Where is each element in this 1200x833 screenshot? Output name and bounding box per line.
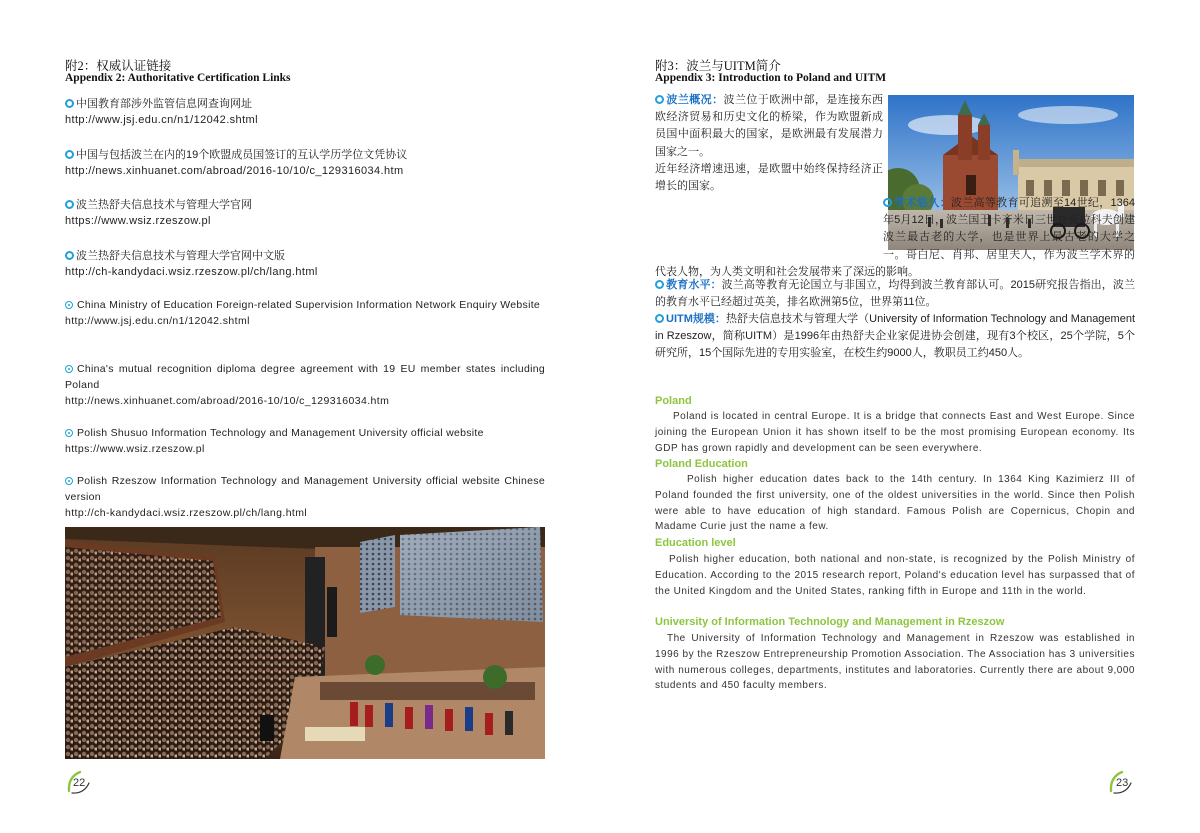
link-label: 波兰热舒夫信息技术与管理大学官网中文版 <box>76 250 285 262</box>
circle-bullet-icon <box>65 251 74 260</box>
appendix3-title-en: Appendix 3: Introduction to Poland and UITM <box>655 72 887 84</box>
link-url[interactable]: http://ch-kandydaci.wsiz.rzeszow.pl/ch/lang.html <box>65 507 308 519</box>
en-section-body-poland: Poland is located in central Europe. It is a bridge that connects East and West Europe. Since joining the European Union it has shown itself to be the most promising European economy. Its GDP has grown rapidly and development can be seen everywhere. <box>655 411 1135 454</box>
circle-bullet-icon <box>65 200 74 209</box>
section-keyword: UITM规模： <box>666 313 726 325</box>
en-section-title-education-level: Education level <box>655 537 736 549</box>
en-section-title-poland: Poland <box>655 395 692 407</box>
link-url[interactable]: http://ch-kandydaci.wsiz.rzeszow.pl/ch/lang.html <box>65 266 318 278</box>
en-section-body-education-level: Polish higher education, both national and non-state, is recognized by the Polish Ministry of Education. According to the 2015 research report, Poland's education level has surpassed that of the United Kingdom and the United States, ranking fifth in Europe and 11th in the world. <box>655 554 1135 597</box>
appendix2-title-en: Appendix 2: Authoritative Certification Links <box>65 72 291 84</box>
section-keyword: 波兰概况： <box>666 94 724 106</box>
cn-section-poland-overview <box>655 92 883 161</box>
link-label: Polish Shusuo Information Technology and Management University official website <box>77 427 484 439</box>
link-item-cn-3 <box>65 197 545 229</box>
link-label: 中国教育部涉外监管信息网查询网址 <box>76 98 252 110</box>
auditorium-ceremony-photo <box>65 527 545 759</box>
link-url[interactable]: https://www.wsiz.rzeszow.pl <box>65 443 205 455</box>
section-text: 波兰高等教育无论国立与非国立，均得到波兰教育部认可。2015研究报告指出，波兰的教育水平已经超过英美，排名欧洲第5位，世界第11位。 <box>655 279 1136 309</box>
circle-bullet-icon <box>655 95 664 104</box>
cn-section-education-level <box>655 277 1135 311</box>
link-item-en-1 <box>65 297 545 329</box>
link-label: Polish Rzeszow Information Technology and Management University official website Chinese version <box>65 475 545 503</box>
circle-bullet-icon <box>65 477 73 485</box>
page-number: 23 <box>1116 777 1129 789</box>
circle-bullet-icon <box>65 301 73 309</box>
en-section-body-poland-education: Polish higher education dates back to the 14th century. In 1364 King Kazimierz III of Poland founded the first university, one of the oldest universities in the world. Since then Polish were able to have education of high standard. Famous Polish are Copernicus, Chopin and Madame Curie just the name a few. <box>655 474 1135 533</box>
en-section-title-poland-education: Poland Education <box>655 458 748 470</box>
link-item-cn-1 <box>65 96 545 128</box>
circle-bullet-icon <box>655 280 664 289</box>
appendix2-title-cn: 附2：权威认证链接 <box>65 59 172 73</box>
link-label: China's mutual recognition diploma degree agreement with 19 EU member states including Poland <box>65 363 545 391</box>
circle-bullet-icon <box>655 314 664 323</box>
section-text: 波兰位于欧洲中部，是连接东西欧经济贸易和历史文化的桥梁，作为欧盟新成员国中面积最大的国家，是欧洲最有发展潜力国家之一。 <box>655 94 884 158</box>
link-item-cn-2 <box>65 147 545 179</box>
circle-bullet-icon <box>65 150 74 159</box>
en-section-title-uitm: University of Information Technology and Management in Rzeszow <box>655 616 1005 628</box>
circle-bullet-icon <box>65 99 74 108</box>
link-url[interactable]: http://news.xinhuanet.com/abroad/2016-10/10/c_129316034.htm <box>65 395 390 407</box>
section-text: 近年经济增速迅速，是欧盟中始终保持经济正增长的国家。 <box>655 163 883 193</box>
cn-section-academic-history <box>655 195 1135 281</box>
page-number: 22 <box>73 777 86 789</box>
section-keyword: 教育水平： <box>666 279 722 291</box>
section-text: 波兰高等教育可追溯至14世纪，1364年5月12日，波兰国王卡齐米日三世在克拉科夫创建波兰最古老的大学，也是世界上最古老的大学之一。哥白尼、肖邦、居里夫人，作为波兰学术界的代表人物，为人类文明和社会发展带来了深远的影响。 <box>655 197 1135 278</box>
section-keyword: 学术悠久： <box>894 197 951 209</box>
section-text: 热舒夫信息技术与管理大学（University of Information Technology and Management in Rzeszow，简称UITM）是1996年由热舒夫企业家促进协会创建，现有3个校区，25个学院，5个研究所，15个国际先进的专用实验室，在校生约9000人，教职员工约450人。 <box>655 313 1135 360</box>
link-label: 中国与包括波兰在内的19个欧盟成员国签订的互认学历学位文凭协议 <box>76 149 408 161</box>
link-label: China Ministry of Education Foreign-related Supervision Information Network Enquiry Website <box>77 299 541 311</box>
link-item-en-4 <box>65 473 545 521</box>
link-item-en-2 <box>65 361 545 409</box>
cn-section-uitm-scale <box>655 311 1135 363</box>
circle-bullet-icon <box>65 429 73 437</box>
link-item-en-3 <box>65 425 545 457</box>
link-url[interactable]: http://www.jsj.edu.cn/n1/12042.shtml <box>65 114 258 126</box>
circle-bullet-icon <box>65 365 73 373</box>
link-label: 波兰热舒夫信息技术与管理大学官网 <box>76 199 252 211</box>
link-url[interactable]: http://news.xinhuanet.com/abroad/2016-10/10/c_129316034.htm <box>65 165 404 177</box>
circle-bullet-icon <box>883 198 892 207</box>
en-section-body-uitm: The University of Information Technology and Management in Rzeszow was established in 1996 by the Rzeszow Entrepreneurship Promotion Association. The Association has 3 universities with numerous colleges, departments, institutes and laboratories. Currently there are about 9,000 students and 450 faculty members. <box>655 633 1135 692</box>
link-item-cn-4 <box>65 248 545 280</box>
appendix3-title-cn: 附3：波兰与UITM简介 <box>655 59 781 73</box>
cn-section-economy <box>655 161 883 195</box>
link-url[interactable]: http://www.jsj.edu.cn/n1/12042.shtml <box>65 315 250 327</box>
link-url[interactable]: https://www.wsiz.rzeszow.pl <box>65 215 211 227</box>
